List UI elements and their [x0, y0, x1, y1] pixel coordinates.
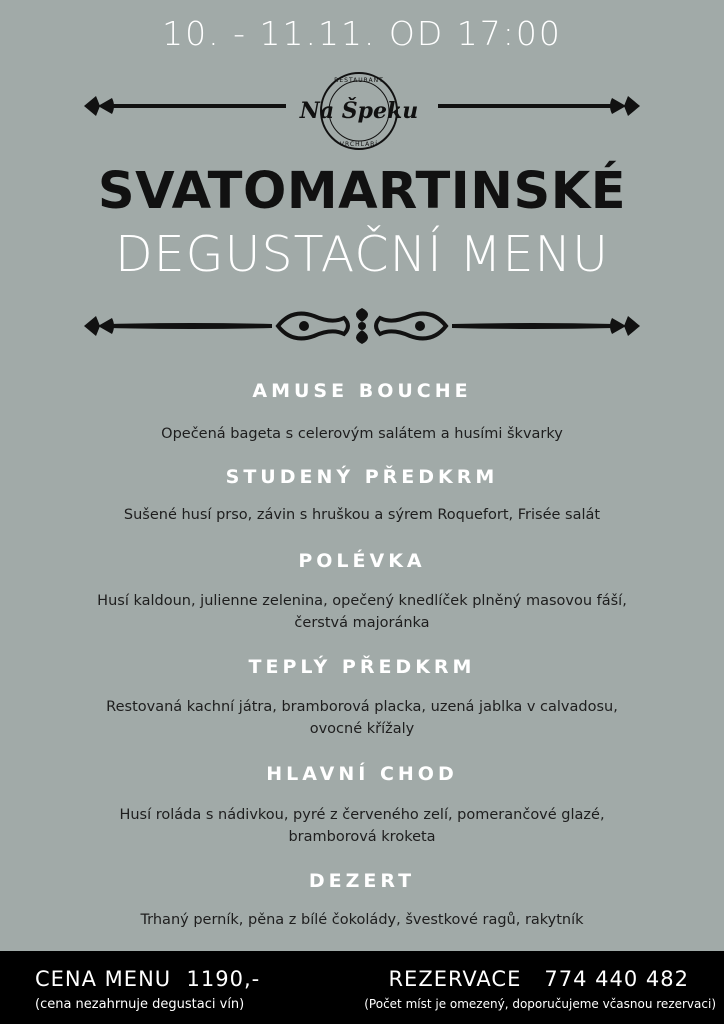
menu-title-line2: DEGUSTAČNÍ MENU: [114, 226, 610, 283]
menu-price-note: (cena nezahrnuje degustaci vín): [35, 997, 245, 1012]
course-teply-predkrm: [0, 656, 724, 740]
course-title: DEZERT: [308, 870, 416, 892]
course-description: Opečená bageta s celerovým salátem a husími škvarky: [161, 426, 563, 442]
course-description: Husí kaldoun, julienne zelenina, opečený knedlíček plněný masovou fáší,: [97, 593, 627, 609]
course-description: čerstvá majoránka: [294, 615, 430, 631]
reservation-note: (Počet míst je omezený, doporučujeme včasnou rezervaci): [364, 997, 716, 1011]
svg-text:VRCHLABÍ: VRCHLABÍ: [339, 141, 379, 148]
course-dezert: [0, 870, 724, 931]
course-amuse-bouche: [0, 380, 724, 445]
course-description: bramborová kroketa: [288, 829, 436, 845]
course-title: STUDENÝ PŘEDKRM: [225, 466, 499, 488]
course-title: TEPLÝ PŘEDKRM: [248, 656, 476, 678]
scroll-ornament-divider: [82, 300, 642, 352]
course-title: AMUSE BOUCHE: [252, 380, 472, 402]
svg-text:Na Špeku: Na Špeku: [299, 98, 419, 124]
course-description: Husí roláda s nádivkou, pyré z červeného zelí, pomerančové glazé,: [119, 807, 605, 823]
course-studeny-predkrm: [0, 466, 724, 526]
menu-price: CENA MENU 1190,-: [35, 967, 261, 991]
course-description: Trhaný perník, pěna z bílé čokolády, švestkové ragů, rakytník: [140, 912, 584, 928]
course-hlavni-chod: [0, 763, 724, 848]
svg-text:RESTAURANT: RESTAURANT: [334, 77, 384, 84]
menu-title-line1: SVATOMARTINSKÉ: [97, 162, 627, 221]
footer-bar: [0, 951, 724, 1024]
restaurant-logo: [292, 68, 426, 154]
event-date: 10. - 11.11. OD 17:00: [162, 14, 562, 53]
reservation-phone: REZERVACE 774 440 482: [388, 967, 689, 991]
course-description: Sušené husí prso, závin s hruškou a sýrem Roquefort, Frisée salát: [123, 507, 601, 523]
course-description: Restovaná kachní játra, bramborová placka, uzená jablka v calvadosu,: [106, 699, 618, 715]
course-title: POLÉVKA: [298, 550, 426, 572]
course-title: HLAVNÍ CHOD: [266, 763, 458, 785]
course-polevka: [0, 550, 724, 634]
course-description: ovocné křížaly: [309, 721, 415, 737]
